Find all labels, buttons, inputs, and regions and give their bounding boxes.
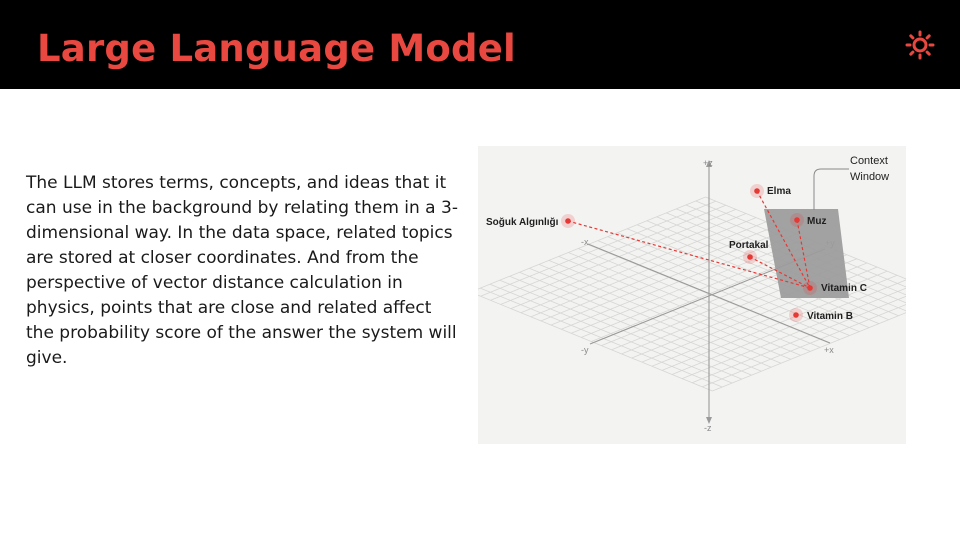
page-title: Large Language Model: [37, 27, 516, 70]
label-portakal: Portakal: [729, 240, 769, 251]
label-vitamin-c: Vitamin C: [821, 283, 867, 294]
point-soguk: [561, 214, 575, 228]
point-elma: [750, 184, 764, 198]
point-vitamin-c: [803, 281, 817, 295]
vector-space-diagram: [478, 146, 906, 444]
context-window-pointer: [814, 169, 849, 210]
sun-icon: [904, 30, 936, 62]
label-vitamin-b: Vitamin B: [807, 311, 853, 322]
grid-line: [692, 288, 906, 383]
point-portakal: [743, 250, 757, 264]
context-window-label-line1: Context: [850, 155, 888, 167]
axis-label-pos-z: +z: [703, 158, 713, 168]
axis-label-neg-z: -z: [704, 423, 712, 433]
label-soguk: Soğuk Algınlığı: [486, 217, 559, 228]
axis-label-pos-x: +x: [824, 345, 834, 355]
axis-label-neg-x: -x: [581, 237, 589, 247]
header-bar: [0, 0, 960, 89]
axis-label-neg-y: -y: [581, 345, 589, 355]
label-elma: Elma: [767, 186, 791, 197]
point-muz: [790, 213, 804, 227]
body-paragraph: The LLM stores terms, concepts, and ideas that it can use in the background by relating them in a 3-dimensional way. In the data space, related topics are stored at closer coordinates. And from the perspective of vector distance calculation in physics, points that are close and related affect the probability score of the answer the system will give.: [26, 173, 458, 368]
label-muz: Muz: [807, 216, 827, 227]
context-window-label-line2: Window: [850, 171, 890, 183]
point-vitamin-b: [789, 308, 803, 322]
